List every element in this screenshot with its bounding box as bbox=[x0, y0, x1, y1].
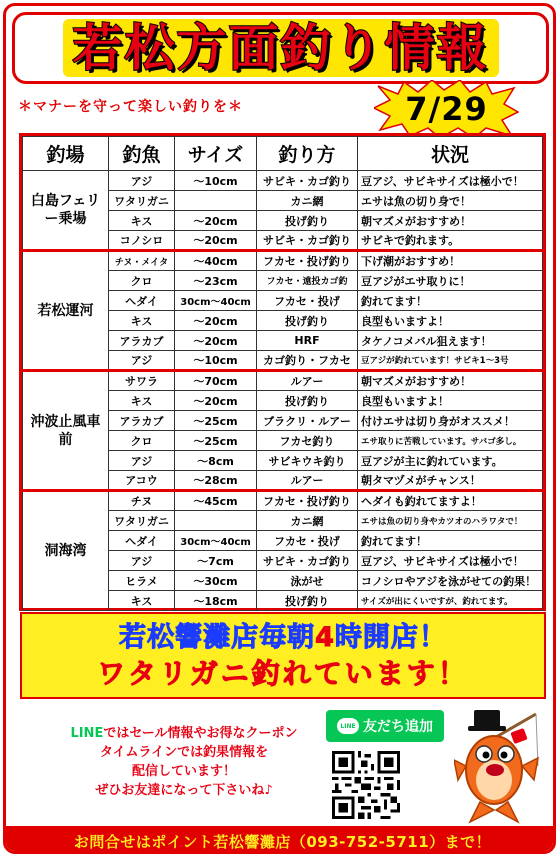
cell-status: 釣れてます！ bbox=[358, 291, 543, 311]
cell-size: ～70cm bbox=[175, 371, 257, 391]
cell-size: ～7cm bbox=[175, 551, 257, 571]
cell-status: 良型もいますよ！ bbox=[358, 311, 543, 331]
cell-method: 投げ釣り bbox=[257, 391, 358, 411]
cell-fish: アジ bbox=[109, 551, 175, 571]
cell-status: 豆アジ、サビキサイズは極小で！ bbox=[358, 171, 543, 191]
cell-status: 付けエサは切り身がオススメ！ bbox=[358, 411, 543, 431]
cell-method: フカセ・投げ釣り bbox=[257, 491, 358, 511]
cell-method: HRF bbox=[257, 331, 358, 351]
cell-status: 朝タマヅメがチャンス！ bbox=[358, 471, 543, 491]
col-header-size: サイズ bbox=[175, 137, 257, 171]
cell-method: サビキ・カゴ釣り bbox=[257, 551, 358, 571]
footer-contact bbox=[6, 826, 556, 854]
cell-status: 豆アジが主に釣れています。 bbox=[358, 451, 543, 471]
table-row bbox=[23, 371, 543, 391]
title-box bbox=[12, 12, 549, 84]
cell-method: カニ網 bbox=[257, 511, 358, 531]
cell-status: ヘダイも釣れてますよ！ bbox=[358, 491, 543, 511]
line-brand: LINE bbox=[70, 726, 104, 741]
cell-fish: ワタリガニ bbox=[109, 191, 175, 211]
line-button-label: 友だち追加 bbox=[363, 719, 433, 735]
cell-method: 投げ釣り bbox=[257, 591, 358, 611]
cell-method: サビキウキ釣り bbox=[257, 451, 358, 471]
table-row bbox=[23, 251, 543, 271]
cell-method: サビキ・カゴ釣り bbox=[257, 231, 358, 251]
cell-size: ～8cm bbox=[175, 451, 257, 471]
col-header-status: 状況 bbox=[358, 137, 543, 171]
cell-status: 豆アジ、サビキサイズは極小で！ bbox=[358, 551, 543, 571]
cell-method: フカセ・投げ bbox=[257, 531, 358, 551]
cell-fish: アコウ bbox=[109, 471, 175, 491]
cell-status: 豆アジがエサ取りに！ bbox=[358, 271, 543, 291]
col-header-method: 釣り方 bbox=[257, 137, 358, 171]
cell-status: エサは魚の切り身で！ bbox=[358, 191, 543, 211]
cell-status: サビキで釣れます。 bbox=[358, 231, 543, 251]
cell-method: サビキ・カゴ釣り bbox=[257, 171, 358, 191]
cell-status: 朝マズメがおすすめ！ bbox=[358, 211, 543, 231]
cell-size: ～25cm bbox=[175, 431, 257, 451]
cell-fish: アジ bbox=[109, 451, 175, 471]
cell-method: ブラクリ・ルアー bbox=[257, 411, 358, 431]
cell-fish: クロ bbox=[109, 271, 175, 291]
cell-fish: ワタリガニ bbox=[109, 511, 175, 531]
banner-line-1 bbox=[119, 620, 447, 656]
cell-method: フカセ・投げ bbox=[257, 291, 358, 311]
cell-fish: キス bbox=[109, 311, 175, 331]
cell-status: 下げ潮がおすすめ！ bbox=[358, 251, 543, 271]
cell-status: エサ取りに苦戦しています。サバゴ多し。 bbox=[358, 431, 543, 451]
cell-size: ～10cm bbox=[175, 171, 257, 191]
cell-size: ～20cm bbox=[175, 211, 257, 231]
cell-size: ～28cm bbox=[175, 471, 257, 491]
cell-fish: サワラ bbox=[109, 371, 175, 391]
cell-spot: 沖波止風車前 bbox=[23, 371, 109, 491]
cell-status: コノシロやアジを泳がせての釣果！ bbox=[358, 571, 543, 591]
cell-method: 泳がせ bbox=[257, 571, 358, 591]
cell-method: 投げ釣り bbox=[257, 211, 358, 231]
line-promo bbox=[34, 724, 334, 800]
cell-size: ～20cm bbox=[175, 331, 257, 351]
line-text-4: ぜひお友達になって下さいね♪ bbox=[95, 783, 273, 798]
date-badge bbox=[374, 80, 519, 138]
cell-fish: クロ bbox=[109, 431, 175, 451]
flyer-frame bbox=[3, 3, 556, 854]
cell-size: 30cm～40cm bbox=[175, 531, 257, 551]
cell-status: タケノコメバル狙えます！ bbox=[358, 331, 543, 351]
cell-fish: キス bbox=[109, 391, 175, 411]
cell-status: サイズが出にくいですが、釣れてます。 bbox=[358, 591, 543, 611]
cell-fish: アジ bbox=[109, 351, 175, 371]
col-header-spot: 釣場 bbox=[23, 137, 109, 171]
line-text-1: ではセール情報やお得なクーポン bbox=[103, 726, 298, 741]
cell-size bbox=[175, 191, 257, 211]
cell-size: ～18cm bbox=[175, 591, 257, 611]
banner-highlight: 4 bbox=[315, 621, 335, 653]
cell-status: エサは魚の切り身やカツオのハラワタで！ bbox=[358, 511, 543, 531]
cell-spot: 若松運河 bbox=[23, 251, 109, 371]
cell-status: 朝マズメがおすすめ！ bbox=[358, 371, 543, 391]
cell-size: ～20cm bbox=[175, 311, 257, 331]
cell-spot: 白島フェリー乗場 bbox=[23, 171, 109, 251]
cell-method: カニ網 bbox=[257, 191, 358, 211]
cell-size: ～25cm bbox=[175, 411, 257, 431]
banner-text: 若松響灘店毎朝 bbox=[119, 621, 316, 653]
fish-mascot-icon bbox=[454, 706, 544, 824]
cell-spot: 洞海湾 bbox=[23, 491, 109, 611]
cell-fish: チヌ・メイタ bbox=[109, 251, 175, 271]
cell-fish: アラカブ bbox=[109, 411, 175, 431]
cell-size: ～20cm bbox=[175, 391, 257, 411]
cell-size: ～20cm bbox=[175, 231, 257, 251]
col-header-fish: 釣魚 bbox=[109, 137, 175, 171]
footer-text: お問合せはポイント若松響灘店（093-752-5711）まで！ bbox=[73, 833, 492, 851]
page-title: 若松方面釣り情報 bbox=[63, 19, 499, 77]
cell-method: ルアー bbox=[257, 371, 358, 391]
banner-text: 時開店！ bbox=[334, 621, 447, 653]
qr-code-icon[interactable] bbox=[332, 751, 400, 819]
cell-size: ～30cm bbox=[175, 571, 257, 591]
line-add-friend-button[interactable] bbox=[326, 710, 444, 742]
cell-fish: キス bbox=[109, 591, 175, 611]
cell-fish: アジ bbox=[109, 171, 175, 191]
cell-method: 投げ釣り bbox=[257, 311, 358, 331]
cell-size: ～40cm bbox=[175, 251, 257, 271]
cell-fish: コノシロ bbox=[109, 231, 175, 251]
table-row bbox=[23, 491, 543, 511]
cell-fish: キス bbox=[109, 211, 175, 231]
date-text: 7/29 bbox=[405, 90, 488, 128]
cell-fish: アラカブ bbox=[109, 331, 175, 351]
cell-method: フカセ・遠投カゴ釣 bbox=[257, 271, 358, 291]
cell-fish: ヘダイ bbox=[109, 291, 175, 311]
subtitle: ＊マナーを守って楽しい釣りを＊ bbox=[18, 99, 243, 115]
opening-banner bbox=[20, 612, 546, 699]
table-row bbox=[23, 171, 543, 191]
cell-status: 豆アジが釣れています！サビキ1～3号 bbox=[358, 351, 543, 371]
cell-size: ～23cm bbox=[175, 271, 257, 291]
line-text-2: タイムラインでは釣果情報を bbox=[99, 745, 269, 760]
line-logo-icon: LINE bbox=[337, 718, 359, 734]
cell-method: ルアー bbox=[257, 471, 358, 491]
cell-method: フカセ・投げ釣り bbox=[257, 251, 358, 271]
catch-table bbox=[19, 133, 546, 611]
cell-status: 釣れてます！ bbox=[358, 531, 543, 551]
banner-line-2: ワタリガニ釣れています！ bbox=[97, 656, 469, 690]
cell-size bbox=[175, 511, 257, 531]
cell-size: ～45cm bbox=[175, 491, 257, 511]
line-text-3: 配信しています！ bbox=[131, 764, 236, 779]
cell-fish: ヒラメ bbox=[109, 571, 175, 591]
cell-fish: チヌ bbox=[109, 491, 175, 511]
cell-size: 30cm～40cm bbox=[175, 291, 257, 311]
cell-method: フカセ釣り bbox=[257, 431, 358, 451]
cell-status: 良型もいますよ！ bbox=[358, 391, 543, 411]
cell-method: カゴ釣り・フカセ bbox=[257, 351, 358, 371]
cell-fish: ヘダイ bbox=[109, 531, 175, 551]
cell-size: ～10cm bbox=[175, 351, 257, 371]
